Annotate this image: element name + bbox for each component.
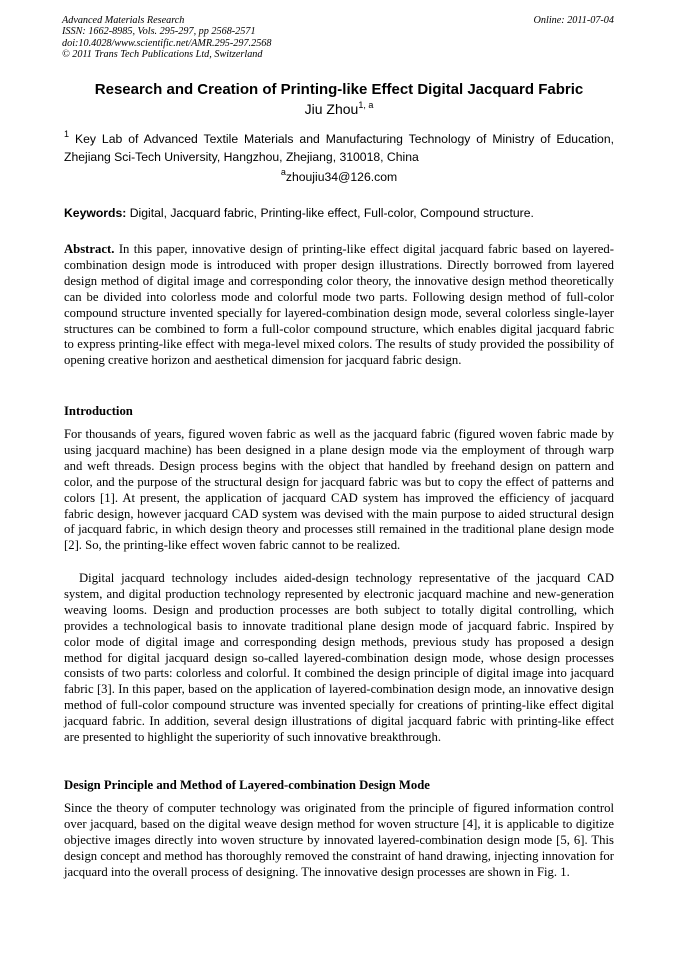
journal-doi: doi:10.4028/www.scientific.net/AMR.295-297.2568 [62,37,272,49]
section-heading-introduction: Introduction [64,404,133,418]
journal-header [62,15,271,61]
journal-copyright: © 2011 Trans Tech Publications Ltd, Switzerland [62,49,263,61]
intro-paragraph: For thousands of years, figured woven fabric as well as the jacquard fabric (figured woven fabric made by using jacquard machine) has been designed in a plane design mode via the employment of through warp and weft threads. Design process begins with the object that handled by freehand design on pattern and color, and the purpose of the structural design for jacquard fabric was but to copy the effect of patterns and colors [1]. At present, the application of jacquard CAD system has improved the efficiency of jacquard fabric design, however jacquard CAD system was devised with the main purpose to aided structural design of jacquard fabric, in which design theory and processes still remained in the traditional plane design mode [2]. So, the printing-like effect woven fabric cannot to be realized. [64,427,614,553]
design-paragraph: Since the theory of computer technology was originated from the principle of figured information control over jacquard, based on the digital weave design method for woven structure [4], it is applicable to digitize objective images directly into woven structure by innovated layered-combination design mode [5, 6]. This design concept and method has thoroughly removed the constraint of hand drawing, injecting innovation for jacquard into the overall process of designing. The innovative design processes are shown in Fig. 1. [64,801,614,879]
keywords [64,206,614,221]
email-superscript: a [280,167,286,177]
keywords-text: Digital, Jacquard fabric, Printing-like effect, Full-color, Compound structure. [129,206,534,220]
abstract [64,242,614,369]
paper-title: Research and Creation of Printing-like Effect Digital Jacquard Fabric [94,81,584,98]
author-name: Jiu Zhou [304,101,359,117]
section-heading-design-principle: Design Principle and Method of Layered-combination Design Mode [64,778,430,792]
author-line [40,101,638,118]
abstract-label: Abstract. [64,242,115,256]
intro-paragraph: Digital jacquard technology includes aided-design technology representative of the jacquard CAD system, and digital production technology represented by electronic jacquard machine and new-generation weaving looms. Design and production processes are both subject to totally digital controlling, which provides a technological basis to innovate traditional plane design mode of jacquard fabric. Inspired by color mode of digital image and corresponding design methods, previous study has proposed a design method for digital jacquard design so-called layered-combination design mode, whose design processes consists of two parts: colorless and colorful. It combined the design principle of digital image into jacquard fabric [3]. In this paper, based on the application of layered-combination design mode, an innovative design method of full-color compound structure was invented specially for creations of printing-like effect digital jacquard fabric. In addition, several design illustrations of digital jacquard fabric with printing-like effect are presented to highlight the superiority of such innovative breakthrough. [64,571,614,745]
keywords-label: Keywords: [64,206,127,220]
email-line [40,167,638,185]
affiliation-superscript: 1 [64,129,70,139]
affiliation-text: Key Lab of Advanced Textile Materials and Manufacturing Technology of Ministry of Education, Zhejiang Sci-Tech University, Hangzhou, Zhejiang, 310018, China [64,132,614,164]
email-address: zhoujiu34@126.com [285,170,398,184]
journal-issn: ISSN: 1662-8985, Vols. 295-297, pp 2568-2571 [62,26,256,38]
online-date: Online: 2011-07-04 [533,15,614,26]
affiliation [64,131,614,166]
abstract-text: In this paper, innovative design of printing-like effect digital jacquard fabric based on layered-combination design mode is introduced with proper design illustrations. Directly borrowed from layered design method of digital image and corresponding color theory, the innovative design method theoretically can be divided into colorless mode and colorful mode two parts. Following design method of full-color compound structure invented specially for layered-combination design mode, several colorless single-layer structures can be combined to form a full-color compound structure, which enables digital jacquard fabric to express printing-like effect with mega-level mixed colors. The results of study provided the possibility of opening creative horizon and aesthetical dimension for jacquard fabric design. [64,242,614,368]
journal-name: Advanced Materials Research [62,15,185,26]
author-superscript: 1, a [358,100,374,110]
